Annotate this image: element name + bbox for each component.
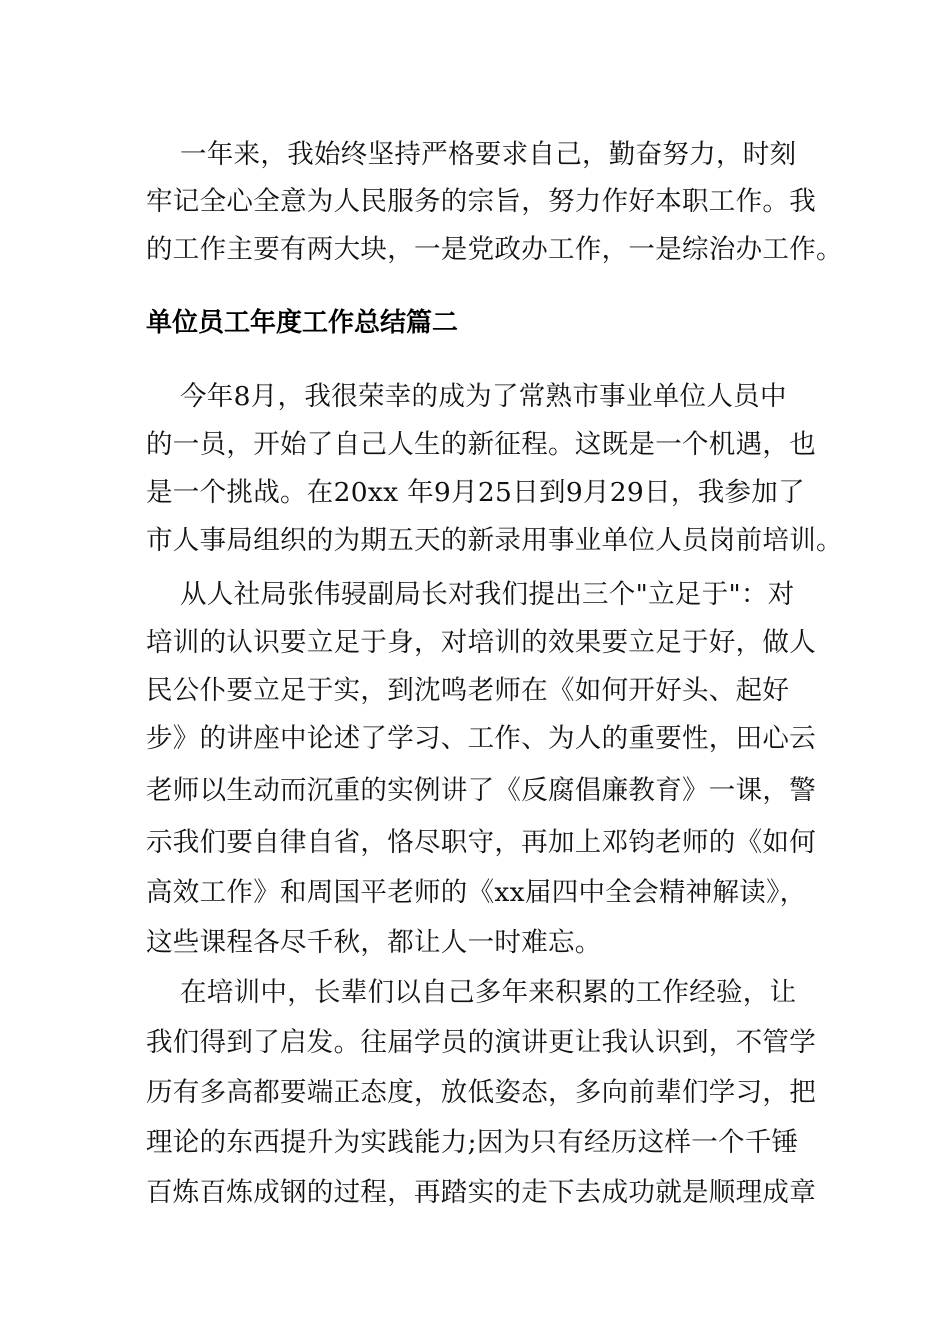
paragraph-2-line-3: 是一个挑战。在20xx 年9月25日到9月29日，我参加了 (146, 477, 805, 508)
paragraph-4-line-1: 在培训中，长辈们以自己多年来积累的工作经验，让 (180, 977, 797, 1008)
paragraph-3-line-8: 这些课程各尽千秋，都让人一时难忘。 (146, 927, 602, 958)
paragraph-3-line-7: 高效工作》和周国平老师的《xx届四中全会精神解读》， (146, 877, 807, 908)
paragraph-1-line-2: 牢记全心全意为人民服务的宗旨，努力作好本职工作。我 (146, 186, 816, 217)
paragraph-1-line-3: 的工作主要有两大块，一是党政办工作，一是综治办工作。 (146, 234, 843, 265)
section-heading: 单位员工年度工作总结篇二 (146, 308, 459, 338)
paragraph-3-line-2: 培训的认识要立足于身，对培训的效果要立足于好，做人 (146, 627, 816, 658)
paragraph-4-line-2: 我们得到了启发。往届学员的演讲更让我认识到，不管学 (146, 1027, 816, 1058)
paragraph-2-line-2: 的一员，开始了自己人生的新征程。这既是一个机遇，也 (146, 429, 816, 460)
paragraph-3-line-6: 示我们要自律自省，恪尽职守，再加上邓钧老师的《如何 (146, 827, 816, 858)
paragraph-4-line-4: 理论的东西提升为实践能力;因为只有经历这样一个千锤 (146, 1127, 799, 1158)
paragraph-4-line-3: 历有多高都要端正态度，放低姿态，多向前辈们学习，把 (146, 1077, 816, 1108)
paragraph-3-line-1: 从人社局张伟骎副局长对我们提出三个"立足于"：对 (180, 579, 795, 610)
paragraph-4-line-5: 百炼百炼成钢的过程，再踏实的走下去成功就是顺理成章 (146, 1177, 816, 1208)
paragraph-3-line-3: 民公仆要立足于实，到沈鸣老师在《如何开好头、起好 (146, 675, 790, 706)
paragraph-3-line-4: 步》的讲座中论述了学习、工作、为人的重要性，田心云 (146, 723, 816, 754)
paragraph-2-line-4: 市人事局组织的为期五天的新录用事业单位人员岗前培训。 (146, 525, 843, 556)
paragraph-2-line-1: 今年8月，我很荣幸的成为了常熟市事业单位人员中 (180, 381, 787, 412)
paragraph-1-line-1: 一年来，我始终坚持严格要求自己，勤奋努力，时刻 (180, 139, 797, 170)
paragraph-3-line-5: 老师以生动而沉重的实例讲了《反腐倡廉教育》一课，警 (146, 775, 816, 806)
